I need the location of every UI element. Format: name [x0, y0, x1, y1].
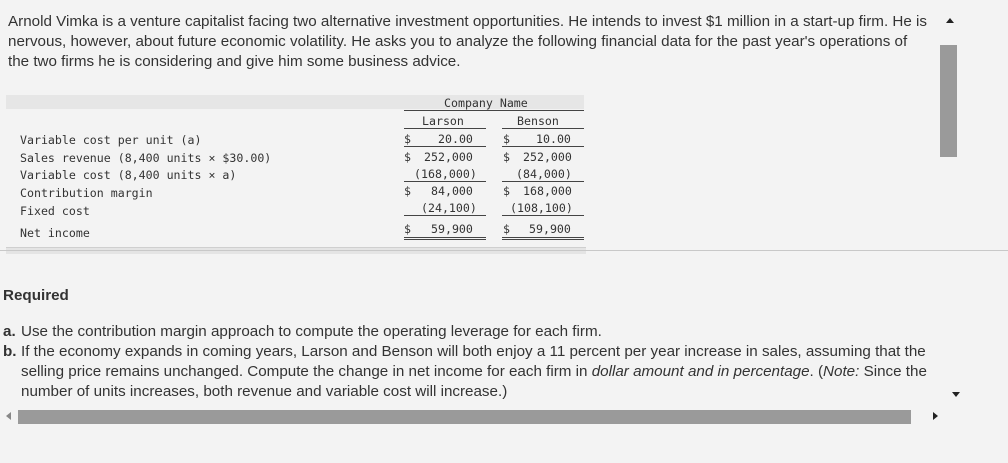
cell-dollar: $ [404, 132, 411, 146]
requirement-b [3, 342, 933, 402]
cell-larson-value: 59,900 [431, 222, 473, 236]
section-divider [0, 250, 1008, 251]
scroll-left-icon[interactable] [6, 412, 11, 420]
vertical-scrollbar[interactable] [938, 10, 960, 402]
cell-benson-value: (108,100) [510, 201, 573, 215]
requirement-a-text: Use the contribution margin approach to compute the operating leverage for each firm. [21, 323, 602, 340]
vertical-scroll-thumb[interactable] [940, 45, 957, 157]
cell-benson-value: 59,900 [529, 222, 571, 236]
cell-dollar: $ [503, 184, 510, 198]
cell-dollar: $ [404, 150, 411, 164]
cell-dollar: $ [404, 222, 411, 236]
requirement-b-text: If the economy expands in coming years, Larson and Benson will both enjoy a 11 percent per year increase in sales, assuming that the selling price remains unchanged. Compute the change in net income for each firm in dollar amount and in percentage. (Note: Since the number of units increases, both revenue and variable cost will increase.) [21, 343, 927, 400]
row-label-net-income: Net income [20, 226, 90, 240]
requirement-b-letter: b. [3, 343, 17, 360]
requirement-a-letter: a. [3, 323, 16, 340]
col-larson-header: Larson [422, 114, 464, 128]
cell-benson-value: 168,000 [523, 184, 572, 198]
row-label-variable-cost: Variable cost (8,400 units × a) [20, 168, 237, 182]
company-name-header: Company Name [444, 96, 528, 110]
cell-larson-value: 20.00 [438, 132, 473, 146]
col-benson-header: Benson [517, 114, 559, 128]
scroll-down-icon[interactable] [952, 392, 960, 397]
cell-dollar: $ [404, 184, 411, 198]
cell-benson-value: 10.00 [536, 132, 571, 146]
cell-larson-value: (168,000) [414, 167, 477, 181]
cell-larson-value: 252,000 [424, 150, 473, 164]
horizontal-scrollbar[interactable] [0, 407, 945, 427]
cell-larson-value: 84,000 [431, 184, 473, 198]
cell-dollar: $ [503, 150, 510, 164]
cell-benson-value: 252,000 [523, 150, 572, 164]
row-label-fixed-cost: Fixed cost [20, 204, 90, 218]
row-label-sales-revenue: Sales revenue (8,400 units × $30.00) [20, 151, 272, 165]
cell-dollar: $ [503, 222, 510, 236]
cell-benson-value: (84,000) [516, 167, 572, 181]
scroll-up-icon[interactable] [946, 18, 954, 23]
requirements-list [3, 322, 933, 402]
cell-dollar: $ [503, 132, 510, 146]
required-heading: Required [3, 287, 69, 304]
requirement-a [3, 322, 933, 342]
problem-intro: Arnold Vimka is a venture capitalist facing two alternative investment opportunities. He intends to invest $1 million in a start-up firm. He is nervous, however, about future economic volatility. He asks you to analyze the following financial data for the past year's operations of the two firms he is considering and give him some business advice. [8, 13, 927, 70]
cell-larson-value: (24,100) [421, 201, 477, 215]
row-label-contribution-margin: Contribution margin [20, 186, 153, 200]
financial-table [6, 95, 586, 247]
row-label-variable-cost-per-unit: Variable cost per unit (a) [20, 133, 202, 147]
scroll-right-icon[interactable] [933, 412, 938, 420]
horizontal-scroll-thumb[interactable] [18, 410, 911, 424]
